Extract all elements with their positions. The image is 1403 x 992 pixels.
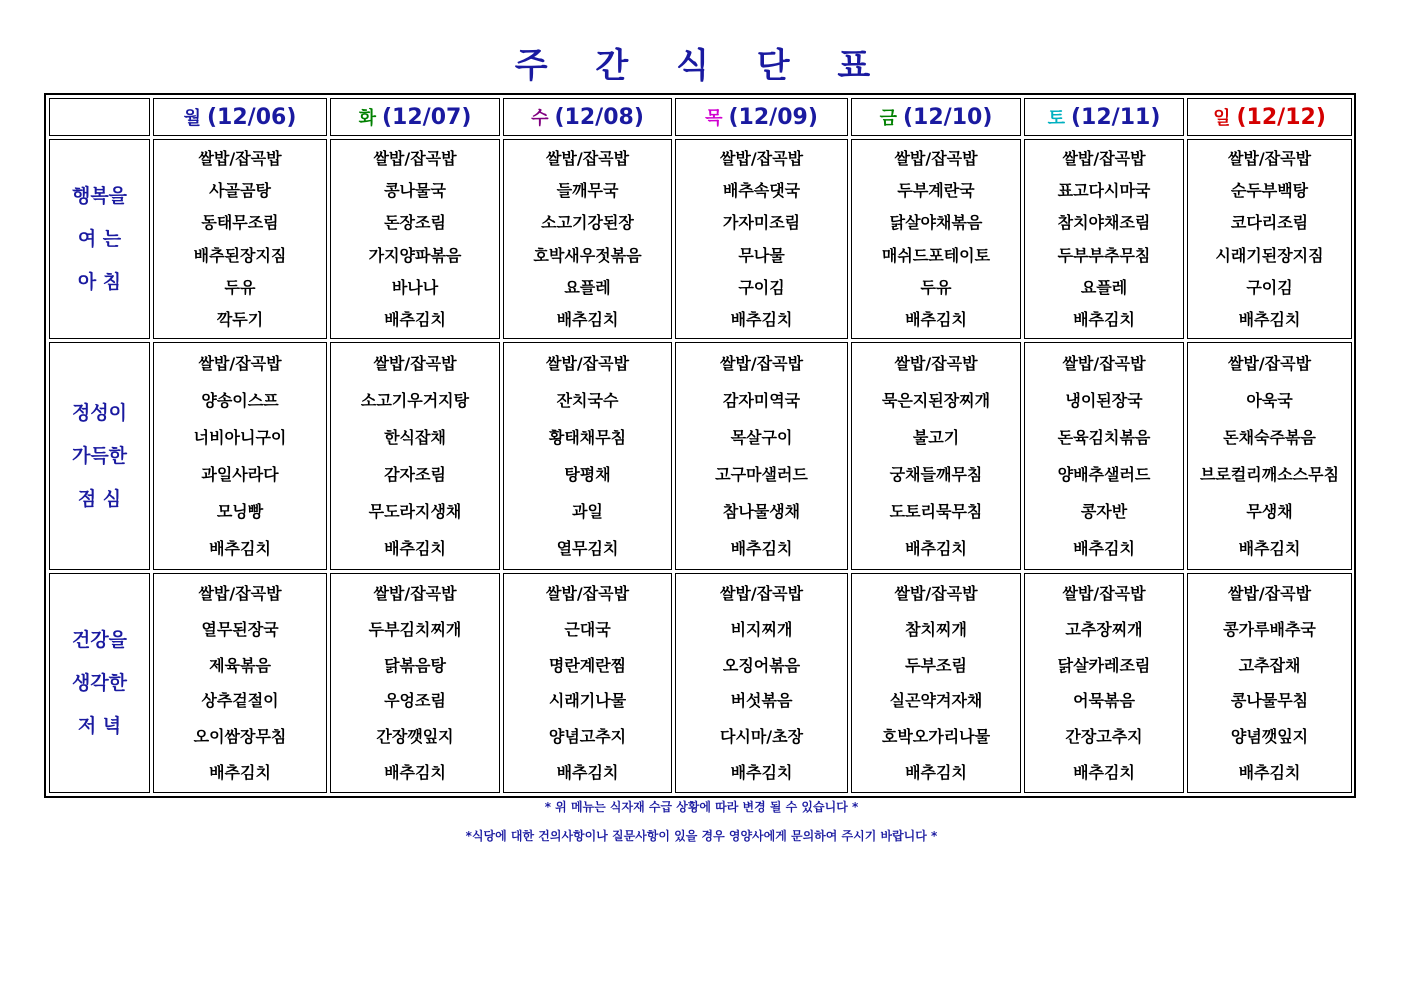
menu-item: 한식잡채 <box>384 427 446 447</box>
menu-item: 구이김 <box>1246 277 1293 297</box>
menu-item: 무도라지생채 <box>368 501 462 521</box>
menu-item: 닭살카레조림 <box>1057 655 1151 675</box>
meal-row-2 <box>49 573 1352 793</box>
day-date: (12/06) <box>207 105 297 130</box>
menu-item: 배추김치 <box>384 310 446 330</box>
menu-item: 열무된장국 <box>201 619 279 639</box>
meal-label-cell <box>49 342 150 570</box>
menu-item: 콩나물무침 <box>1230 691 1309 711</box>
menu-item: 쌀밥/잡곡밥 <box>719 584 804 604</box>
menu-cell <box>330 139 500 339</box>
menu-item: 너비아니구이 <box>193 427 287 447</box>
meal-label-line: 가득한 <box>71 444 128 467</box>
menu-cell <box>1187 342 1352 570</box>
menu-item: 배추김치 <box>730 538 793 558</box>
menu-item: 황태채무침 <box>548 427 627 447</box>
menu-item: 요플레 <box>564 277 611 297</box>
menu-cell <box>1024 139 1184 339</box>
menu-item: 배추김치 <box>384 762 446 782</box>
menu-item: 쌀밥/잡곡밥 <box>1227 148 1312 168</box>
menu-item: 간장고추지 <box>1065 726 1143 746</box>
meal-label-line: 생각한 <box>71 671 128 694</box>
menu-item: 배추김치 <box>556 762 619 782</box>
menu-cell <box>851 139 1021 339</box>
menu-item: 닭살야채볶음 <box>889 213 983 233</box>
menu-item: 소고기강된장 <box>541 213 634 233</box>
meal-row-0 <box>49 139 1352 339</box>
menu-item: 콩자반 <box>1080 501 1128 521</box>
day-char: 목 <box>705 108 723 129</box>
day-header-1 <box>330 98 500 136</box>
menu-cell <box>153 139 327 339</box>
menu-item: 근대국 <box>564 619 611 639</box>
menu-item: 쌀밥/잡곡밥 <box>719 148 804 168</box>
menu-item: 쌀밥/잡곡밥 <box>1227 584 1312 604</box>
day-header-4 <box>851 98 1021 136</box>
menu-item: 과일사라다 <box>201 464 279 484</box>
menu-item: 냉이된장국 <box>1065 390 1143 410</box>
menu-cell <box>503 573 672 793</box>
menu-item: 어묵볶음 <box>1073 691 1135 711</box>
menu-item: 배추된장지짐 <box>193 245 287 265</box>
menu-item: 돈장조림 <box>384 213 446 233</box>
menu-item: 시래기된장지짐 <box>1215 245 1324 265</box>
menu-item: 양송이스프 <box>201 390 279 410</box>
menu-item: 쌀밥/잡곡밥 <box>198 353 282 373</box>
menu-item: 무나물 <box>738 245 785 265</box>
menu-item: 참치찌개 <box>905 619 967 639</box>
menu-item: 궁채들깨무침 <box>889 464 983 484</box>
menu-item: 쌀밥/잡곡밥 <box>198 584 282 604</box>
menu-item: 묵은지된장찌개 <box>881 390 991 410</box>
menu-item: 콩나물국 <box>384 180 446 200</box>
menu-item: 열무김치 <box>556 538 619 558</box>
menu-item: 배추김치 <box>905 310 967 330</box>
menu-item: 양념고추지 <box>548 726 627 746</box>
menu-item: 배추김치 <box>384 538 446 558</box>
menu-item: 쌀밥/잡곡밥 <box>198 148 282 168</box>
menu-item: 참나물생채 <box>722 501 801 521</box>
menu-item: 배추김치 <box>730 762 793 782</box>
day-header-row <box>49 98 1352 136</box>
day-header-3 <box>675 98 848 136</box>
day-header-6 <box>1187 98 1352 136</box>
menu-item: 명란계란찜 <box>548 655 627 675</box>
menu-item: 탕평채 <box>564 464 611 484</box>
menu-item: 배추김치 <box>1073 310 1135 330</box>
corner-cell <box>49 98 150 136</box>
menu-item: 고추장찌개 <box>1065 619 1143 639</box>
day-header-0 <box>153 98 327 136</box>
menu-item: 두부부추무침 <box>1057 245 1151 265</box>
meal-label-line: 저 녁 <box>77 714 122 737</box>
menu-cell <box>1024 342 1184 570</box>
menu-item: 고구마샐러드 <box>715 464 808 484</box>
menu-item: 양념깻잎지 <box>1230 726 1309 746</box>
menu-item: 오징어볶음 <box>722 655 801 675</box>
menu-item: 깍두기 <box>216 310 264 330</box>
menu-item: 쌀밥/잡곡밥 <box>1062 148 1146 168</box>
meal-label-line: 행복을 <box>71 184 128 207</box>
menu-item: 오이쌈장무침 <box>193 726 287 746</box>
menu-item: 시래기나물 <box>548 691 627 711</box>
menu-item: 매쉬드포테이토 <box>881 245 991 265</box>
menu-item: 표고다시마국 <box>1057 180 1151 200</box>
menu-item: 쌀밥/잡곡밥 <box>894 584 978 604</box>
menu-item: 비지찌개 <box>730 619 793 639</box>
menu-item: 고추잡채 <box>1238 655 1301 675</box>
menu-item: 배추김치 <box>1073 538 1135 558</box>
menu-cell <box>851 573 1021 793</box>
menu-item: 쌀밥/잡곡밥 <box>373 584 457 604</box>
menu-item: 무생채 <box>1246 501 1293 521</box>
menu-item: 호박새우젓볶음 <box>533 245 642 265</box>
meal-label-cell <box>49 573 150 793</box>
menu-item: 코다리조림 <box>1230 213 1309 233</box>
menu-item: 구이김 <box>738 277 785 297</box>
menu-item: 가자미조림 <box>722 213 801 233</box>
menu-item: 두유 <box>224 277 256 297</box>
meal-label-line: 아 침 <box>77 270 122 293</box>
meal-label-line: 건강을 <box>71 628 128 651</box>
menu-item: 목살구이 <box>730 427 793 447</box>
menu-item: 제육볶음 <box>209 655 271 675</box>
day-date: (12/10) <box>903 105 993 130</box>
menu-item: 쌀밥/잡곡밥 <box>373 148 457 168</box>
menu-item: 도토리묵무침 <box>889 501 983 521</box>
menu-item: 쌀밥/잡곡밥 <box>719 353 804 373</box>
menu-item: 배추김치 <box>1238 310 1301 330</box>
menu-cell <box>503 342 672 570</box>
menu-item: 닭볶음탕 <box>384 655 446 675</box>
menu-item: 쌀밥/잡곡밥 <box>1062 353 1146 373</box>
day-date: (12/07) <box>382 105 472 130</box>
menu-item: 쌀밥/잡곡밥 <box>894 353 978 373</box>
meal-label-cell <box>49 139 150 339</box>
menu-item: 쌀밥/잡곡밥 <box>894 148 978 168</box>
day-char: 토 <box>1047 108 1065 129</box>
day-header-2 <box>503 98 672 136</box>
menu-item: 배추김치 <box>209 538 271 558</box>
menu-item: 배추김치 <box>209 762 271 782</box>
day-header-5 <box>1024 98 1184 136</box>
menu-item: 다시마/초장 <box>719 726 804 746</box>
menu-item: 순두부백탕 <box>1230 180 1309 200</box>
menu-item: 우엉조림 <box>384 691 446 711</box>
menu-item: 쌀밥/잡곡밥 <box>545 353 630 373</box>
menu-cell <box>1187 139 1352 339</box>
menu-cell <box>330 573 500 793</box>
menu-cell <box>675 573 848 793</box>
menu-item: 배추속댓국 <box>722 180 801 200</box>
menu-item: 들깨무국 <box>556 180 619 200</box>
menu-item: 참치야채조림 <box>1057 213 1151 233</box>
menu-item: 돈채숙주볶음 <box>1223 427 1316 447</box>
menu-item: 쌀밥/잡곡밥 <box>545 584 630 604</box>
menu-item: 버섯볶음 <box>730 691 793 711</box>
menu-item: 모닝빵 <box>216 501 264 521</box>
notice-change: * 위 메뉴는 식자재 수급 상황에 따라 변경 될 수 있습니다 * <box>544 800 859 814</box>
menu-item: 배추김치 <box>1238 538 1301 558</box>
page-title: 주 간 식 단 표 <box>514 46 889 86</box>
menu-item: 쌀밥/잡곡밥 <box>1227 353 1312 373</box>
menu-item: 쌀밥/잡곡밥 <box>1062 584 1146 604</box>
day-char: 금 <box>879 108 897 129</box>
menu-item: 바나나 <box>391 277 439 297</box>
menu-cell <box>675 342 848 570</box>
meal-label-line: 정성이 <box>71 401 128 424</box>
menu-item: 요플레 <box>1080 277 1128 297</box>
menu-item: 호박오가리나물 <box>881 726 991 746</box>
menu-item: 실곤약겨자채 <box>889 691 983 711</box>
menu-item: 잔치국수 <box>556 390 619 410</box>
weekly-menu-table <box>44 93 1356 798</box>
menu-item: 두부조림 <box>905 655 967 675</box>
menu-item: 브로컬리깨소스무침 <box>1199 464 1340 484</box>
menu-cell <box>1187 573 1352 793</box>
meal-row-1 <box>49 342 1352 570</box>
menu-cell <box>503 139 672 339</box>
menu-item: 쌀밥/잡곡밥 <box>545 148 630 168</box>
menu-item: 배추김치 <box>1238 762 1301 782</box>
menu-cell <box>1024 573 1184 793</box>
menu-item: 배추김치 <box>905 538 967 558</box>
menu-item: 불고기 <box>912 427 960 447</box>
menu-cell <box>330 342 500 570</box>
day-char: 일 <box>1213 108 1231 129</box>
menu-item: 배추김치 <box>730 310 793 330</box>
day-char: 화 <box>358 108 376 129</box>
menu-item: 두유 <box>920 277 952 297</box>
menu-item: 두부김치찌개 <box>368 619 462 639</box>
menu-cell <box>153 342 327 570</box>
menu-cell <box>675 139 848 339</box>
menu-item: 배추김치 <box>905 762 967 782</box>
menu-item: 동태무조림 <box>201 213 279 233</box>
meal-label-line: 여 는 <box>77 227 122 250</box>
day-char: 수 <box>531 108 549 129</box>
menu-item: 콩가루배추국 <box>1223 619 1316 639</box>
menu-item: 사골곰탕 <box>209 180 271 200</box>
menu-item: 양배추샐러드 <box>1057 464 1151 484</box>
menu-item: 아욱국 <box>1246 390 1293 410</box>
menu-item: 감자조림 <box>384 464 446 484</box>
menu-item: 소고기우거지탕 <box>360 390 470 410</box>
menu-cell <box>851 342 1021 570</box>
menu-item: 돈육김치볶음 <box>1057 427 1151 447</box>
day-char: 월 <box>183 108 201 129</box>
day-date: (12/08) <box>554 105 644 130</box>
menu-item: 쌀밥/잡곡밥 <box>373 353 457 373</box>
notice-inquiry: *식당에 대한 건의사항이나 질문사항이 있을 경우 영양사에게 문의하여 주시기 바랍니다 * <box>465 829 938 843</box>
menu-item: 간장깻잎지 <box>376 726 454 746</box>
meal-label-line: 점 심 <box>77 487 122 510</box>
menu-item: 배추김치 <box>556 310 619 330</box>
menu-item: 두부계란국 <box>897 180 975 200</box>
menu-item: 과일 <box>572 501 603 521</box>
day-date: (12/09) <box>728 105 818 130</box>
day-date: (12/12) <box>1236 105 1326 130</box>
menu-item: 가지양파볶음 <box>368 245 462 265</box>
menu-cell <box>153 573 327 793</box>
menu-item: 감자미역국 <box>722 390 801 410</box>
menu-item: 상추겉절이 <box>201 691 279 711</box>
day-date: (12/11) <box>1071 105 1161 130</box>
menu-item: 배추김치 <box>1073 762 1135 782</box>
